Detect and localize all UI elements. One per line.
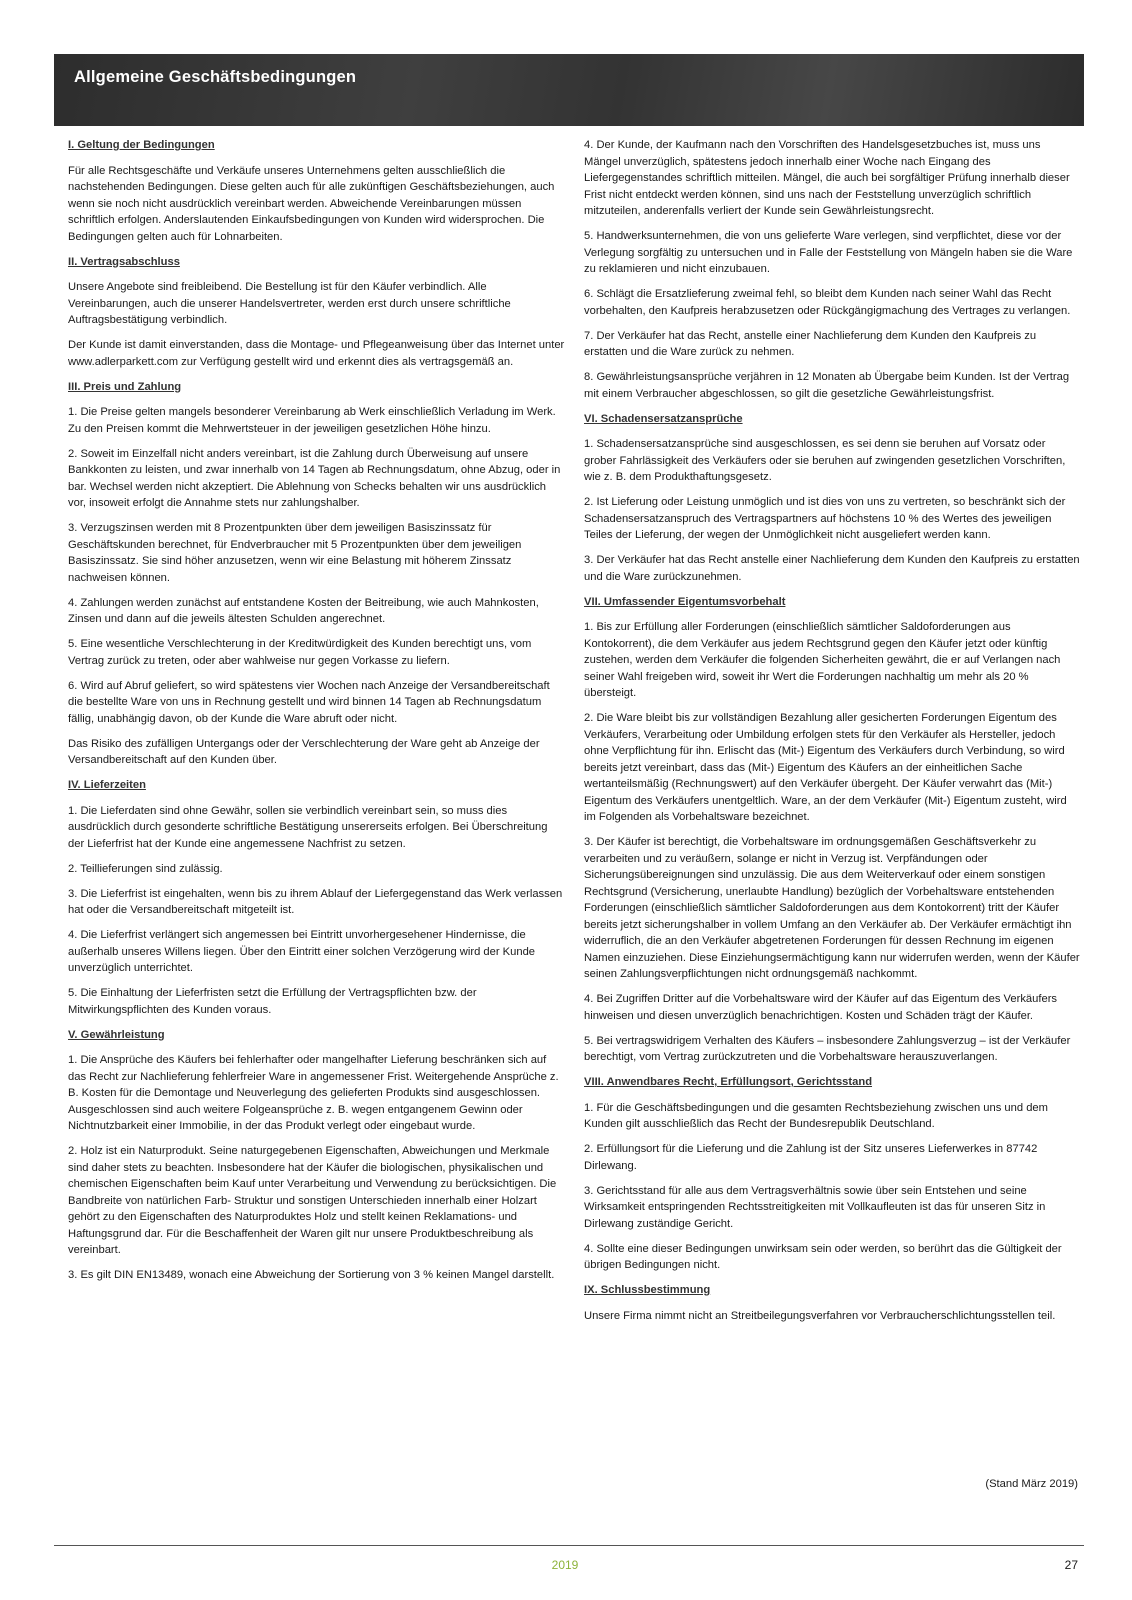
page-title: Allgemeine Geschäftsbedingungen xyxy=(74,68,357,86)
paragraph: 4. Der Kunde, der Kaufmann nach den Vorschriften des Handelsgesetzbuches ist, muss uns Mängel unverzüglich, spätestens jedoch innerhalb einer Woche nach Eingang des Liefergegenstandes schriftlich mitteilen. Mängel, die auch bei sorgfältiger Prüfung innerhalb dieser Frist nicht entdeckt werden können, sind uns nach der Feststellung unverzüglich schriftlich mitzuteilen, anderenfalls verliert der Kunde sein Gewährleistungsrecht. xyxy=(584,139,1070,217)
paragraph: 3. Verzugszinsen werden mit 8 Prozentpunkten über dem jeweiligen Basiszinssatz für Geschäftskunden berechnet, für Endverbraucher mit 5 Prozentpunkten über dem jeweiligen Basiszinssatz. Sie sind höher anzusetzen, wenn wir eine Belastung mit höherem Zinssatz nachweisen können. xyxy=(68,522,522,584)
section-heading: VII. Umfassender Eigentumsvorbehalt xyxy=(584,595,786,608)
paragraph: 2. Holz ist ein Naturprodukt. Seine naturgegebenen Eigenschaften, Abweichungen und Merkmale sind daher stets zu beachten. Insbesondere hat der Käufer die biologischen, physikalischen und chemischen Eigenschaften beim Kauf unter Verarbeitung und Verwendung zu berücksichtigen. Die Bandbreite von natürlichen Farb- Struktur und sonstigen Unterschieden innerhalb einer Holzart gehört zu den Eigenschaften des Naturproduktes Holz und stellt keinen Reklamations- und Haftungsgrund dar. Für die Beschaffenheit der Waren gilt nur unsere Produktbeschreibung als vereinbart. xyxy=(68,1145,557,1256)
section-heading: II. Vertragsabschluss xyxy=(68,255,180,268)
footer-year: 2019 xyxy=(551,1558,579,1572)
paragraph: 2. Teillieferungen sind zulässig. xyxy=(68,862,223,875)
paragraph: 1. Die Lieferdaten sind ohne Gewähr, sollen sie verbindlich vereinbart sein, so muss dies ausdrücklich durch gesonderte schriftliche Bestätigung unsererseits erfolgen. Bei Überschreitung der Lieferfrist hat der Kunde eine angemessene Nachfrist zu setzen. xyxy=(68,804,548,850)
left-column xyxy=(68,137,566,1292)
paragraph: Der Kunde ist damit einverstanden, dass die Montage- und Pflegeanweisung über das Internet unter www.adlerparkett.com zur Verfügung gestellt wird und erkennt dies als vertragsgemäß an. xyxy=(68,339,565,368)
paragraph: 5. Bei vertragswidrigem Verhalten des Käufers – insbesondere Zahlungsverzug – ist der Verkäufer berechtigt, vom Vertrag zurückzutreten und die Vorbehaltsware herauszuverlangen. xyxy=(584,1034,1071,1063)
paragraph: 3. Gerichtsstand für alle aus dem Vertragsverhältnis sowie über sein Entstehen und seine Wirksamkeit entspringenden Rechtsstreitigkeiten mit Vollkaufleuten ist das für unseren Sitz in Dirlewang zuständige Gericht. xyxy=(584,1184,1046,1230)
paragraph: 6. Wird auf Abruf geliefert, so wird spätestens vier Wochen nach Anzeige der Versandbereitschaft die bestellte Ware von uns in Rechnung gestellt und wird binnen 14 Tagen ab Rechnungsdatum fällig, unabhängig davon, ob der Kunde die Ware abruft oder nicht. xyxy=(68,679,550,725)
paragraph: Das Risiko des zufälligen Untergangs oder der Verschlechterung der Ware geht ab Anzeige der Versandbereitschaft auf den Kunden über. xyxy=(68,737,540,766)
footer-divider xyxy=(54,1545,1084,1546)
revision-note: (Stand März 2019) xyxy=(985,1478,1078,1490)
paragraph: 2. Die Ware bleibt bis zur vollständigen Bezahlung aller gesicherten Forderungen Eigentum des Verkäufers, Verarbeitung oder Umbildung erfolgen stets für den Verkäufer als Hersteller, jedoch ohne Verpflichtung für ihn. Erlischt das (Mit-) Eigentum des Verkäufers durch Verbindung, so wird bereits jetzt vereinbart, dass das (Mit-) Eigentum des Käufers an der einheitlichen Sache wertanteilsmäßig (Rechnungswert) auf den Verkäufer übergeht. Der Käufer verwahrt das (Mit-) Eigentum des Verkäufers unentgeltlich. Ware, an der dem Verkäufer (Mit-) Eigentum zusteht, wird im Folgenden als Vorbehaltsware bezeichnet. xyxy=(584,712,1067,823)
section-heading: V. Gewährleistung xyxy=(68,1028,165,1041)
paragraph: 3. Der Verkäufer hat das Recht anstelle einer Nachlieferung dem Kunden den Kaufpreis zu erstatten und die Ware zurückzunehmen. xyxy=(584,554,1080,583)
paragraph: 3. Der Käufer ist berechtigt, die Vorbehaltsware im ordnungsgemäßen Geschäftsverkehr zu verarbeiten und zu veräußern, solange er nicht in Verzug ist. Verpfändungen oder Sicherungsübereignungen sind unzulässig. Die aus dem Weiterverkauf oder einem sonstigen Rechtsgrund (Versicherung, unerlaubte Handlung) bezüglich der Vorbehaltsware entstehenden Forderungen (einschließlich sämtlicher Saldoforderungen aus dem Kontokorrent) tritt der Käufer bereits jetzt sicherungshalber in vollem Umfang an den Verkäufer ab. Der Verkäufer ermächtigt ihn widerruflich, die an den Verkäufer abgetretenen Forderungen für dessen Rechnung im eigenen Namen einzuziehen. Diese Einziehungsermächtigung kann nur widerrufen werden, wenn der Käufer seinen Zahlungsverpflichtungen nicht ordnungsgemäß nachkommt. xyxy=(584,836,1080,980)
section-heading: VI. Schadensersatzansprüche xyxy=(584,412,743,425)
paragraph: 8. Gewährleistungsansprüche verjähren in 12 Monaten ab Übergabe beim Kunden. Ist der Vertrag mit einem Verbraucher abgeschlossen, so gilt die gesetzliche Gewährleistungsfrist. xyxy=(584,371,1070,400)
paragraph: 3. Die Lieferfrist ist eingehalten, wenn bis zu ihrem Ablauf der Liefergegenstand das Werk verlassen hat oder die Versandbereitschaft mitgeteilt ist. xyxy=(68,887,563,916)
paragraph: 5. Eine wesentliche Verschlechterung in der Kreditwürdigkeit des Kunden berechtigt uns, vom Vertrag zurück zu treten, oder aber wahlweise nur gegen Vorkasse zu liefern. xyxy=(68,638,532,667)
paragraph: 1. Die Preise gelten mangels besonderer Vereinbarung ab Werk einschließlich Verladung im Werk. Zu den Preisen kommt die Mehrwertsteuer in der jeweiligen gesetzlichen Höhe hinzu. xyxy=(68,406,556,435)
paragraph: 1. Schadensersatzansprüche sind ausgeschlossen, es sei denn sie beruhen auf Vorsatz oder grober Fahrlässigkeit des Verkäufers oder sie beruhen auf zwingenden gesetzlichen Vorschriften, wie z. B. dem Produkthaftungsgesetz. xyxy=(584,438,1066,483)
paragraph: 2. Erfüllungsort für die Lieferung und die Zahlung ist der Sitz unseres Lieferwerkes in 87742 Dirlewang. xyxy=(584,1143,1038,1172)
paragraph: 4. Bei Zugriffen Dritter auf die Vorbehaltsware wird der Käufer auf das Eigentum des Verkäufers hinweisen und diesen unverzüglich benachrichtigen. Kosten und Schäden trägt der Käufer. xyxy=(584,993,1058,1022)
section-heading: IV. Lieferzeiten xyxy=(68,779,146,791)
paragraph: Unsere Angebote sind freibleibend. Die Bestellung ist für den Käufer verbindlich. Alle Vereinbarungen, auch die unserer Handelsvertreter, werden erst durch unsere schriftliche Auftragsbestätigung verbindlich. xyxy=(68,281,511,326)
paragraph: Unsere Firma nimmt nicht an Streitbeilegungsverfahren vor Verbraucherschlichtungsstellen teil. xyxy=(584,1309,1056,1322)
page-number: 27 xyxy=(1064,1558,1078,1572)
paragraph: 1. Für die Geschäftsbedingungen und die gesamten Rechtsbeziehung zwischen uns und dem Kunden gilt ausschließlich das Recht der Bundesrepublik Deutschland. xyxy=(584,1101,1048,1130)
paragraph: 1. Bis zur Erfüllung aller Forderungen (einschließlich sämtlicher Saldoforderungen aus Kontokorrent), die dem Verkäufer aus jedem Rechtsgrund gegen den Käufer jetzt oder künftig zustehen, werden dem Verkäufer die folgenden Sicherheiten gewährt, die er auf Verlangen nach seiner Wahl freigeben wird, soweit ihr Wert die Forderungen nachhaltig um mehr als 20 % übersteigt. xyxy=(584,621,1061,699)
paragraph: 7. Der Verkäufer hat das Recht, anstelle einer Nachlieferung dem Kunden den Kaufpreis zu erstatten und die Ware zurück zu nehmen. xyxy=(584,329,1037,358)
paragraph: 2. Ist Lieferung oder Leistung unmöglich und ist dies von uns zu vertreten, so beschränkt sich der Schadensersatzanspruch des Vertragspartners auf höchstens 10 % des Wertes des jeweiligen Teiles der Lieferung, der wegen der Unmöglichkeit nicht ausgeliefert werden kann. xyxy=(584,496,1066,541)
section-heading: III. Preis und Zahlung xyxy=(68,380,182,393)
paragraph: 4. Zahlungen werden zunächst auf entstandene Kosten der Beitreibung, wie auch Mahnkosten, Zinsen und dann auf die jeweils ältesten Schulden angerechnet. xyxy=(68,596,539,625)
right-column xyxy=(584,137,1080,1333)
section-heading: IX. Schlussbestimmung xyxy=(584,1284,711,1296)
paragraph: 4. Sollte eine dieser Bedingungen unwirksam sein oder werden, so berührt das die Gültigkeit der übrigen Bedingungen nicht. xyxy=(584,1242,1062,1271)
paragraph: 1. Die Ansprüche des Käufers bei fehlerhafter oder mangelhafter Lieferung beschränken sich auf das Recht zur Nachlieferung fehlerfreier Ware in angemessener Frist. Weitergehende Ansprüche z. B. Kosten für die Demontage und Neuverlegung des gelieferten Produkts sind ausgeschlossen. Ausgeschlossen sind auch weitere Folgeansprüche z. B. wegen entgangenem Gewinn oder Nichtnutzbarkeit einer Immobilie, in der das Produkt verlegt oder eingebaut wurde. xyxy=(68,1054,559,1132)
paragraph: Für alle Rechtsgeschäfte und Verkäufe unseres Unternehmens gelten ausschließlich die nachstehenden Bedingungen. Diese gelten auch für alle zukünftigen Geschäftsbeziehungen, auch wenn sie noch nicht ausdrücklich vereinbart werden. Abweichende Vereinbarungen müssen schriftlich erfolgen. Anderslautenden Einkaufsbedingungen von Kunden wird widersprochen. Die Bedingungen gelten auch für Lohnarbeiten. xyxy=(68,164,555,243)
paragraph: 4. Die Lieferfrist verlängert sich angemessen bei Eintritt unvorhergesehener Hindernisse, die außerhalb unseres Willens liegen. Über den Eintritt einer solchen Verzögerung wird der Kunde unverzüglich unterrichtet. xyxy=(68,929,536,974)
page-header xyxy=(54,54,1084,126)
paragraph: 5. Die Einhaltung der Lieferfristen setzt die Erfüllung der Vertragspflichten bzw. der Mitwirkungspflichten des Kunden voraus. xyxy=(68,987,477,1016)
section-heading: VIII. Anwendbares Recht, Erfüllungsort, Gerichtsstand xyxy=(584,1076,873,1088)
section-heading: I. Geltung der Bedingungen xyxy=(68,139,215,151)
paragraph: 6. Schlägt die Ersatzlieferung zweimal fehl, so bleibt dem Kunden nach seiner Wahl das Recht vorbehalten, den Kaufpreis herabzusetzen oder Rückgängigmachung des Vertrages zu verlangen. xyxy=(584,288,1071,317)
paragraph: 5. Handwerksunternehmen, die von uns gelieferte Ware verlegen, sind verpflichtet, diese vor der Verlegung sorgfältig zu untersuchen und in Falle der Feststellung von Mängeln haben sie die Ware zu reklamieren und nicht einzubauen. xyxy=(584,230,1073,275)
paragraph: 3. Es gilt DIN EN13489, wonach eine Abweichung der Sortierung von 3 % keinen Mangel darstellt. xyxy=(68,1269,555,1281)
paragraph: 2. Soweit im Einzelfall nicht anders vereinbart, ist die Zahlung durch Überweisung auf unsere Bankkonten zu leisten, und zwar innerhalb von 14 Tagen ab Rechnungsdatum, ohne Abzug, oder in bar. Wechsel werden nicht akzeptiert. Die Ablehnung von Schecks behalten wir uns ausdrücklich vor, insoweit erfolgt die Annahme stets nur zahlungshalber. xyxy=(68,447,561,509)
